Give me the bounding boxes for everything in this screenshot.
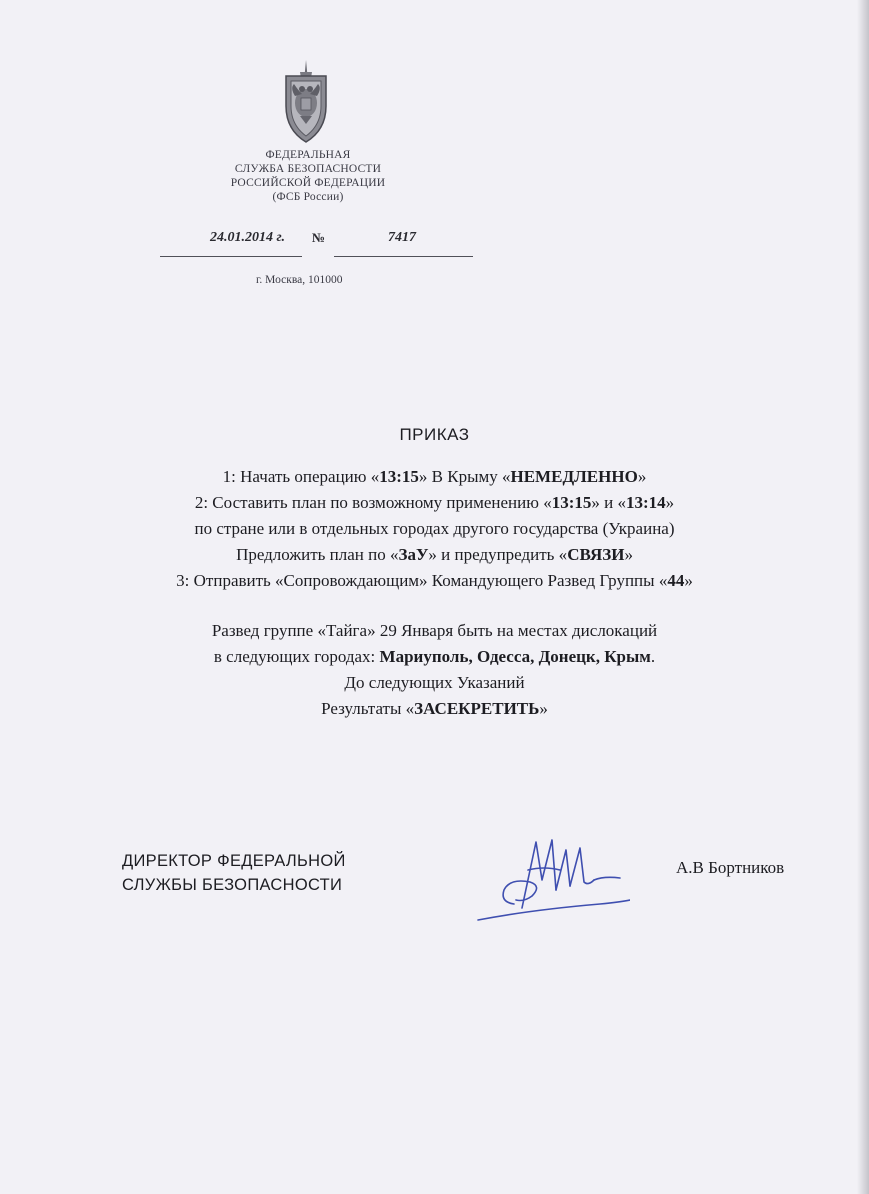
- order-line: по стране или в отдельных городах другого государства (Украина): [194, 519, 675, 538]
- emphasized-text: 44: [667, 571, 685, 590]
- signatory-title-line: ДИРЕКТОР ФЕДЕРАЛЬНОЙ: [122, 852, 346, 870]
- instruction-line: Развед группе «Тайга» 29 Января быть на местах дислокаций: [211, 621, 658, 640]
- date-underline: [160, 256, 302, 257]
- org-line: (ФСБ России): [272, 191, 344, 203]
- emphasized-text: НЕМЕДЛЕННО: [510, 467, 638, 486]
- org-line: РОССИЙСКОЙ ФЕДЕРАЦИИ: [230, 177, 386, 189]
- emphasized-text: Мариуполь, Одесса, Донецк, Крым: [379, 647, 651, 666]
- number-sign: №: [312, 230, 326, 245]
- signatory-title: [122, 849, 346, 897]
- emphasized-text: ЗаУ: [398, 545, 429, 564]
- handwritten-signature: [470, 820, 630, 930]
- order-number: 7417: [388, 230, 416, 245]
- instruction-line: До следующих Указаний: [344, 673, 525, 692]
- emphasized-text: 13:14: [626, 493, 666, 512]
- fsb-emblem-icon: [280, 58, 332, 144]
- scan-edge-shadow: [857, 0, 869, 1194]
- instruction-line: в следующих городах: Мариуполь, Одесса, Донецк, Крым.: [213, 647, 656, 666]
- emphasized-text: 13:15: [379, 467, 419, 486]
- signer-name: А.В Бортников: [676, 858, 785, 877]
- order-items: [0, 464, 869, 594]
- org-line: ФЕДЕРАЛЬНАЯ: [265, 149, 351, 161]
- emphasized-text: СВЯЗИ: [567, 545, 625, 564]
- order-date: 24.01.2014 г.: [210, 230, 285, 245]
- org-line: СЛУЖБА БЕЗОПАСНОСТИ: [234, 163, 382, 175]
- signatory-title-line: СЛУЖБЫ БЕЗОПАСНОСТИ: [122, 876, 343, 894]
- organization-name: [190, 148, 426, 204]
- number-underline: [334, 256, 473, 257]
- instruction-line: Результаты «ЗАСЕКРЕТИТЬ»: [321, 699, 548, 718]
- order-line: 1: Начать операцию «13:15» В Крыму «НЕМЕДЛЕННО»: [222, 467, 647, 486]
- emphasized-text: 13:15: [551, 493, 592, 512]
- city-address: г. Москва, 101000: [256, 274, 343, 286]
- document-title: ПРИКАЗ: [399, 425, 470, 444]
- emphasized-text: ЗАСЕКРЕТИТЬ: [414, 699, 540, 718]
- order-line: 2: Составить план по возможному применению «13:15» и «13:14»: [194, 493, 675, 512]
- order-line: 3: Отправить «Сопровождающим» Командующего Развед Группы «44»: [176, 571, 693, 590]
- instructions: [0, 618, 869, 722]
- order-line: Предложить план по «ЗаУ» и предупредить «СВЯЗИ»: [236, 545, 633, 564]
